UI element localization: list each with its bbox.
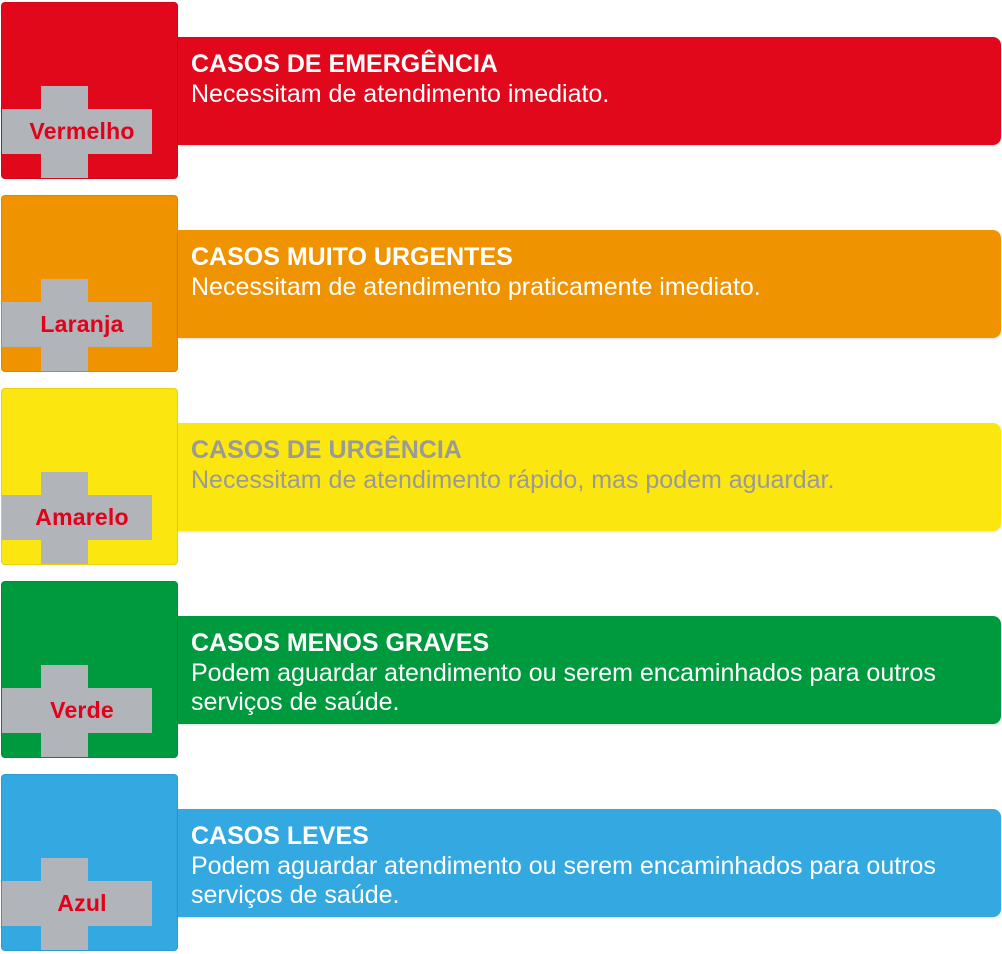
color-name-label: Laranja <box>40 311 124 337</box>
category-title: CASOS MUITO URGENTES <box>191 243 513 271</box>
category-description: Necessitam de atendimento praticamente imediato. <box>191 273 761 301</box>
level-laranja <box>0 195 1002 375</box>
color-square <box>1 2 178 179</box>
color-name-label: Vermelho <box>29 118 135 144</box>
category-description: Podem aguardar atendimento ou serem encaminhados para outros serviços de saúde. <box>191 852 936 909</box>
category-banner <box>178 809 1001 917</box>
color-square <box>1 774 178 951</box>
category-description: Podem aguardar atendimento ou serem encaminhados para outros serviços de saúde. <box>191 659 936 716</box>
color-square <box>1 388 178 565</box>
color-name-label: Azul <box>57 890 107 916</box>
level-verde <box>0 581 1002 761</box>
category-description: Necessitam de atendimento imediato. <box>191 80 610 108</box>
color-square <box>1 581 178 758</box>
category-banner <box>178 37 1001 145</box>
color-square <box>1 195 178 372</box>
category-banner <box>178 423 1001 531</box>
category-title: CASOS MENOS GRAVES <box>191 629 490 657</box>
category-description: Necessitam de atendimento rápido, mas podem aguardar. <box>191 466 835 494</box>
category-title: CASOS LEVES <box>191 822 369 850</box>
color-name-label: Verde <box>50 697 114 723</box>
category-title: CASOS DE URGÊNCIA <box>191 436 462 464</box>
color-name-label: Amarelo <box>35 504 129 530</box>
level-azul <box>0 774 1002 954</box>
category-banner <box>178 616 1001 724</box>
category-banner <box>178 230 1001 338</box>
level-amarelo <box>0 388 1002 568</box>
level-vermelho <box>0 2 1002 182</box>
category-title: CASOS DE EMERGÊNCIA <box>191 50 498 78</box>
